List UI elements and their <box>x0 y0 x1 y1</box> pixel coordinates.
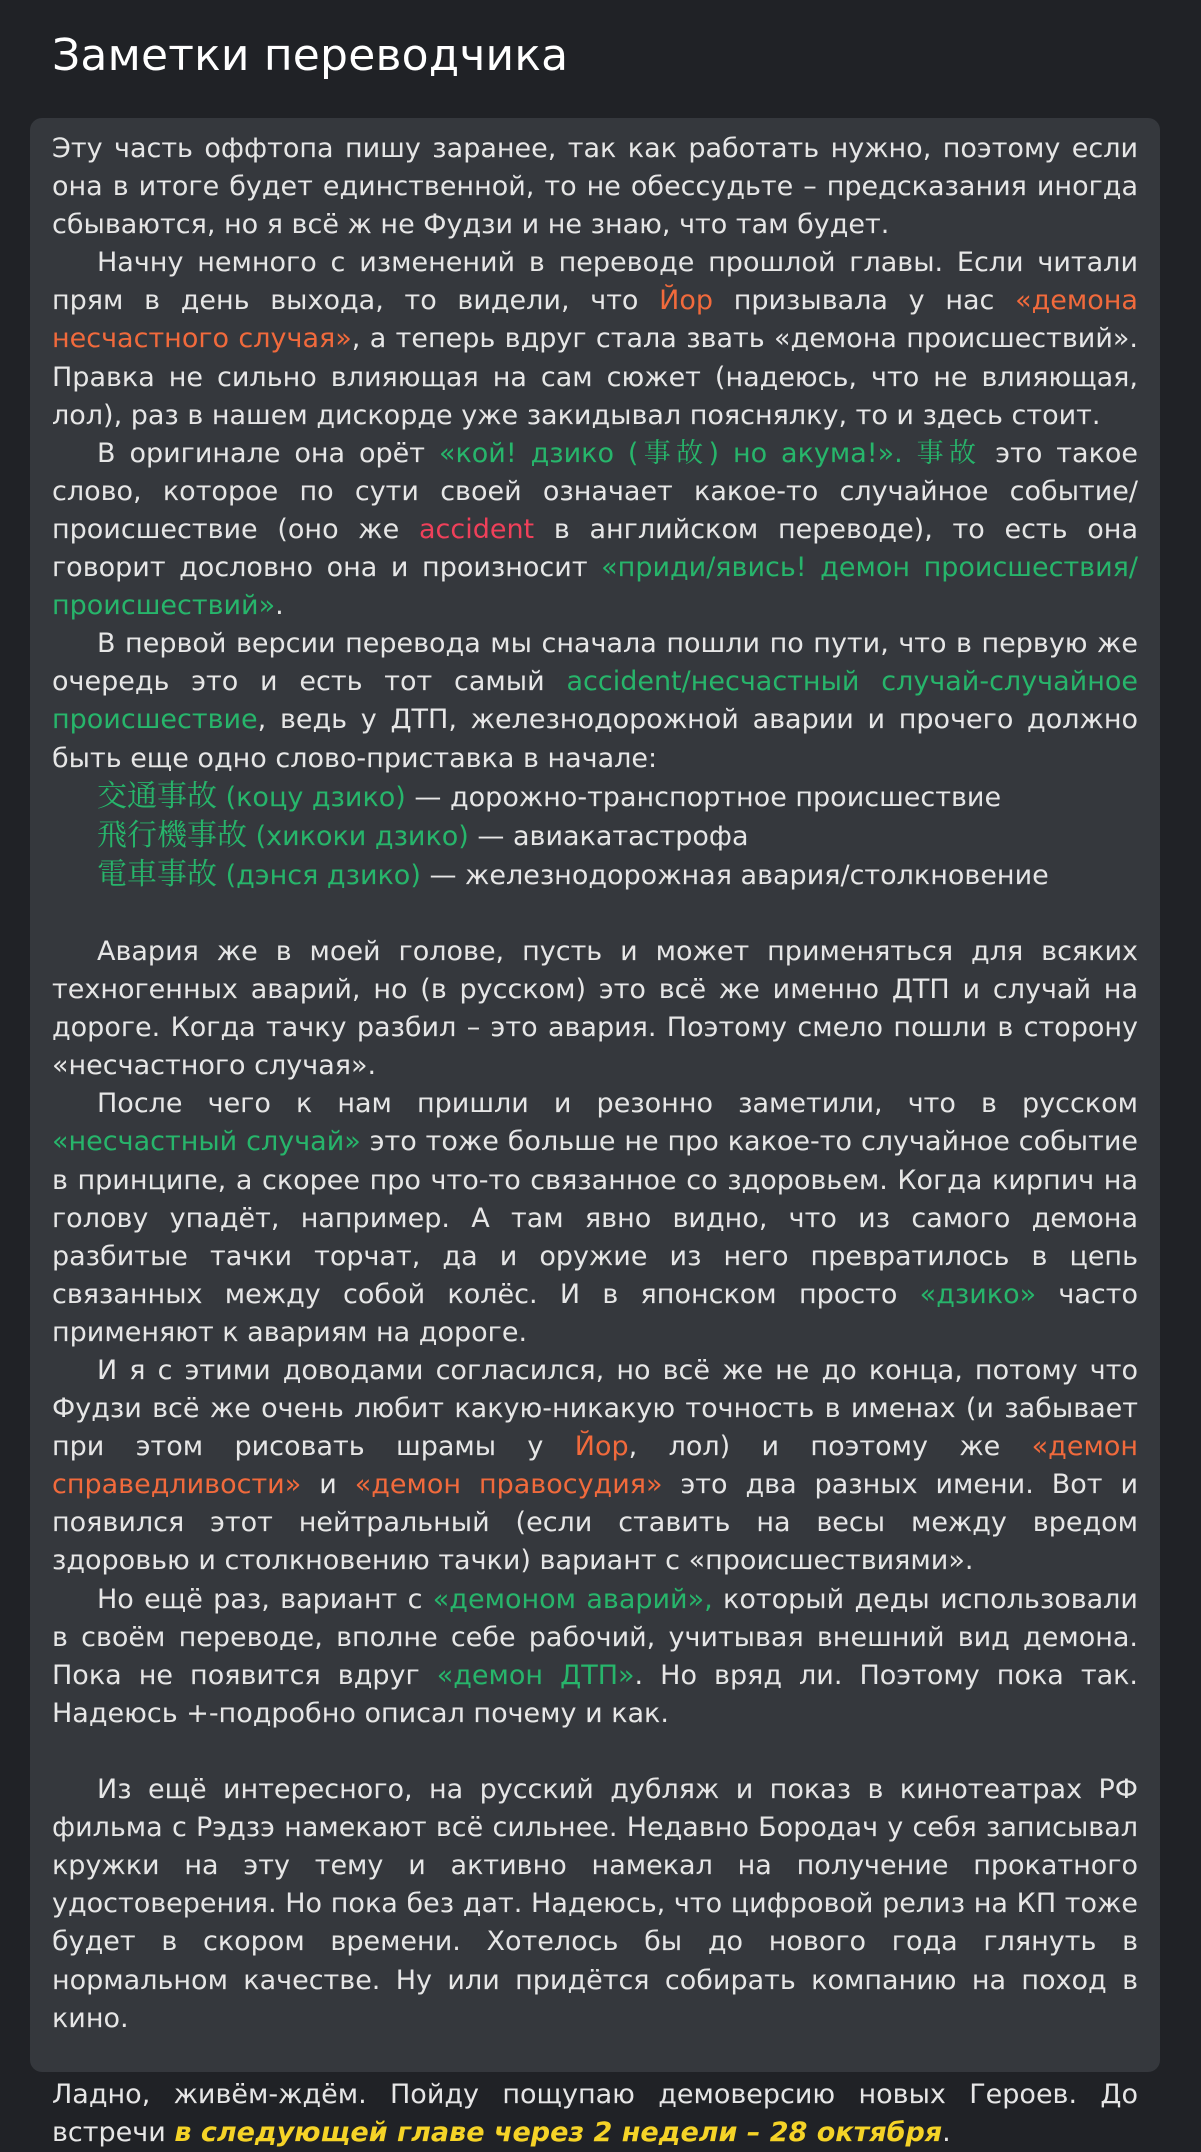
text-span: И я с этими доводами согласился, но всё же не до конца, потому что Фудзи всё же очень любит какую-никакую точность в именах (и забывает при этом рисовать шрамы у <box>52 1355 1138 1463</box>
example-meaning: — дорожно-транспортное происшествие <box>405 781 1002 813</box>
page-title: Заметки переводчика <box>52 30 569 81</box>
paragraph-original <box>52 435 1138 625</box>
paragraph-text: Эту часть оффтопа пишу заранее, так как работать нужно, поэтому если она в итоге будет единственной, то не обессудьте – предсказания иногда сбываются, но я всё ж не Фудзи и не знаю, что там будет. <box>52 133 1138 241</box>
text-span: . Но вряд ли. Поэтому пока так. Надеюсь +-подробно описал почему и как. <box>52 1659 1139 1729</box>
text-span: в английском переводе), то есть она говорит дословно она и произносит <box>52 513 1138 584</box>
text-span: В первой версии перевода мы сначала пошли по пути, что в первую же очередь это и есть тот самый <box>52 628 1138 698</box>
paragraph-variant <box>52 1581 1138 1733</box>
highlight-demon-crashes: «демоном аварий», <box>432 1583 713 1615</box>
paragraph-dubbing <box>52 1771 1138 2038</box>
highlight-jiko-kanji: 事故 <box>916 437 982 469</box>
example-kanji: 飛行機事故 <box>97 817 247 853</box>
paragraph-closing <box>52 2076 1138 2152</box>
highlight-accident-phrase: accident/несчастный случай-случайное происшествие <box>52 666 1138 736</box>
highlight-unfortunate-case: «несчастный случай» <box>52 1126 361 1158</box>
example-meaning: — авиакатастрофа <box>468 820 749 852</box>
text-span: это два разных имени. Вот и появился этот нейтральный (если ставить на весы между вредом здоровью и столкновению тачки) вариант с «происшествиями». <box>52 1469 1138 1577</box>
spacer <box>52 1733 1138 1771</box>
text-span: . <box>275 590 284 622</box>
text-span: призывала у нас <box>713 285 1016 317</box>
text-span: После чего к нам пришли и резонно заметили, что в русском <box>97 1088 1138 1120</box>
text-span: , ведь у ДТП, железнодорожной аварии и прочего должно быть еще одно слово-приставка в начале: <box>52 704 1138 774</box>
paragraph-text: Из ещё интересного, на русский дубляж и показ в кинотеатрах РФ фильма с Рэдзэ намекают всё сильнее. Недавно Бородач у себя записывал кружки на эту тему и активно намекал на получение прокатного удостоверения. Но пока без дат. Надеюсь, что цифровой релиз на КП тоже будет в скором времени. Хотелось бы до нового года глянуть в нормальном качестве. Ну или придётся собирать компанию на поход в кино. <box>52 1774 1138 2034</box>
text-span: Но ещё раз, вариант с <box>97 1583 433 1615</box>
highlight-accident: accident <box>418 513 535 545</box>
highlight-dziko: «дзико» <box>919 1278 1037 1310</box>
text-span: это такое слово, которое по сути своей означает какое-то случайное событие/происшествие (оно же <box>52 437 1139 545</box>
highlight-original-shout: «кой! дзико (事故) но акума!». <box>438 437 903 469</box>
text-span: часто применяют к авариям на дороге. <box>52 1278 1138 1348</box>
example-meaning: — железнодорожная авария/столкновение <box>420 859 1049 891</box>
example-kanji: 交通事故 <box>97 778 217 814</box>
paragraph-changes <box>52 244 1138 434</box>
text-span: В оригинале она орёт <box>97 437 439 469</box>
list-item <box>97 778 1138 817</box>
text-span: это тоже больше не про какое-то случайное событие в принципе, а скорее про что-то связанное со здоровьем. Когда кирпич на голову упадёт, например. А там явно видно, что из самого демона разбитые тачки торчат, да и оружие из него превратилось в цепь связанных между собой колёс. И в японском просто <box>52 1126 1138 1310</box>
highlight-literal-translation: «приди/явись! демон происшествия/происшествий» <box>52 552 1138 622</box>
example-reading: (хикоки дзико) <box>247 820 469 852</box>
spacer <box>52 895 1138 933</box>
translator-notes-card <box>30 118 1160 2148</box>
highlight-demon-law: «демон правосудия» <box>354 1469 663 1501</box>
example-reading: (коцу дзико) <box>217 781 406 813</box>
spacer <box>52 2038 1138 2076</box>
text-span: который деды использовали в своём переводе, вполне себе рабочий, учитывая внешний вид демона. Пока не появится вдруг <box>52 1583 1138 1691</box>
examples-list <box>52 778 1138 895</box>
list-item <box>97 856 1138 895</box>
text-span: и <box>301 1469 355 1501</box>
text-span: Начну немного с изменений в переводе прошлой главы. Если читали прям в день выхода, то видели, что <box>52 247 1138 317</box>
paragraph-agreement <box>52 1352 1138 1581</box>
paragraph-intro <box>52 130 1138 244</box>
notes-body <box>52 130 1138 2152</box>
highlight-demon-justice: «демон справедливости» <box>52 1431 1138 1501</box>
text-span: , а теперь вдруг стала звать «демона происшествий». Правка не сильно влияющая на сам сюжет (надеюсь, что не влияющая, лол), раз в нашем дискорде уже закидывал пояснялку, то и здесь стоит. <box>52 323 1138 431</box>
highlight-demon-accident: «демона несчастного случая» <box>52 285 1138 355</box>
paragraph-text: Авария же в моей голове, пусть и может применяться для всяких техногенных аварий, но (в русском) это всё же именно ДТП и случай на дороге. Когда тачку разбил – это авария. Поэтому смело пошли в сторону «несчастного случая». <box>52 935 1138 1082</box>
example-kanji: 電車事故 <box>97 856 217 892</box>
paragraph-feedback <box>52 1085 1138 1352</box>
paragraph-avaria <box>52 933 1138 1085</box>
text-span <box>903 438 917 469</box>
highlight-demon-dtp: «демон ДТП» <box>436 1659 635 1691</box>
highlight-next-chapter-date: в следующей главе через 2 недели – 28 октября <box>174 2116 943 2148</box>
list-item <box>97 817 1138 856</box>
highlight-yor: Йор <box>574 1431 629 1463</box>
text-span: , лол) и поэтому же <box>628 1431 1032 1463</box>
paragraph-first-version <box>52 625 1138 777</box>
highlight-yor: Йор <box>659 285 713 317</box>
text-span: Ладно, живём-ждём. Пойду пощупаю демоверсию новых Героев. До встречи <box>52 2078 1138 2148</box>
text-span: . <box>942 2116 951 2148</box>
example-reading: (дэнся дзико) <box>217 859 421 891</box>
